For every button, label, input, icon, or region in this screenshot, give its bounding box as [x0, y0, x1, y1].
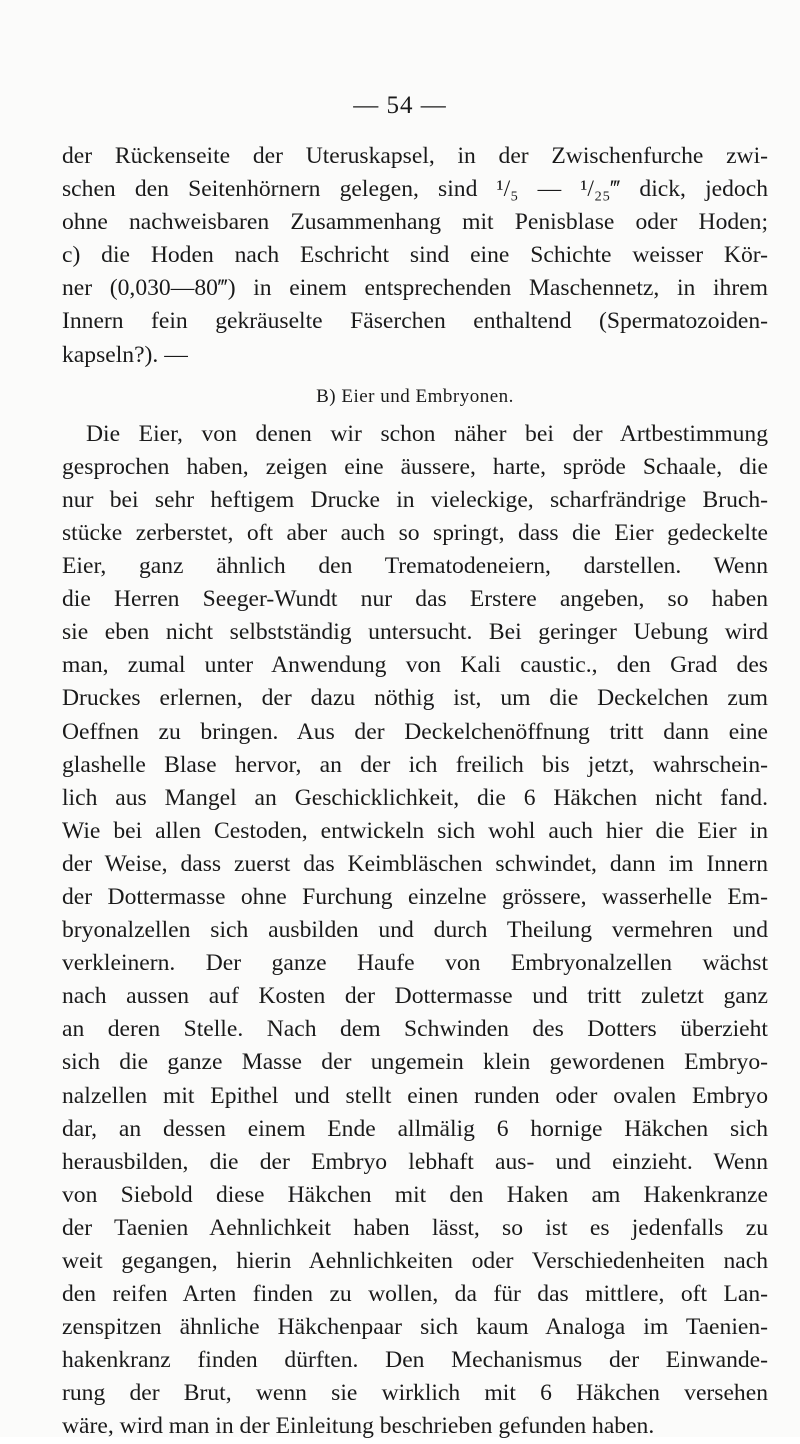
text-line: nalzellen mit Epithel und stellt einen runden oder ovalen Embryo	[62, 1082, 768, 1109]
text-line: der Weise, dass zuerst das Keimbläschen schwindet, dann im Innern	[62, 850, 768, 877]
text-line: wäre, wird man in der Einleitung beschrieben gefunden haben.	[62, 1413, 655, 1440]
section-heading: B) Eier und Embryonen.	[316, 385, 514, 407]
text-line: Oeffnen zu bringen. Aus der Deckelchenöffnung tritt dann eine	[62, 718, 768, 745]
text-line: rung der Brut, wenn sie wirklich mit 6 Häkchen versehen	[62, 1380, 768, 1407]
text-line: lich aus Mangel an Geschicklichkeit, die 6 Häkchen nicht fand.	[62, 784, 768, 811]
text-line: schen den Seitenhörnern gelegen, sind ¹/₅ — ¹/₂₅‴ dick, jedoch	[62, 176, 768, 203]
text-line: dar, an dessen einem Ende allmälig 6 hornige Häkchen sich	[62, 1115, 768, 1142]
text-line: man, zumal unter Anwendung von Kali caustic., den Grad des	[62, 652, 768, 679]
text-line: Eier, ganz ähnlich den Trematodeneiern, darstellen. Wenn	[62, 553, 768, 580]
text-line: Die Eier, von denen wir schon näher bei der Artbestimmung	[86, 420, 768, 447]
text-line: stücke zerberstet, oft aber auch so springt, dass die Eier gedeckelte	[62, 519, 768, 546]
text-line: glashelle Blase hervor, an der ich freilich bis jetzt, wahrschein-	[62, 751, 768, 778]
text-line: sich die ganze Masse der ungemein klein gewordenen Embryo-	[62, 1049, 768, 1076]
text-line: der Rückenseite der Uteruskapsel, in der Zwischenfurche zwi-	[62, 143, 768, 169]
text-line: nach aussen auf Kosten der Dottermasse und tritt zuletzt ganz	[62, 983, 768, 1010]
text-line: an deren Stelle. Nach dem Schwinden des Dotters überzieht	[62, 1016, 768, 1043]
page-number: — 54 —	[353, 92, 447, 119]
text-line: nur bei sehr heftigem Drucke in vieleckige, scharfrändrige Bruch-	[62, 486, 768, 513]
text-line: der Dottermasse ohne Furchung einzelne grössere, wasserhelle Em-	[62, 883, 768, 910]
text-line: weit gegangen, hierin Aehnlichkeiten oder Verschiedenheiten nach	[62, 1248, 768, 1274]
text-line: Wie bei allen Cestoden, entwickeln sich wohl auch hier die Eier in	[62, 817, 768, 844]
text-block	[62, 140, 768, 1444]
text-line: zenspitzen ähnliche Häkchenpaar sich kaum Analoga im Taenien-	[62, 1314, 768, 1341]
text-line: sie eben nicht selbstständig untersucht. Bei geringer Uebung wird	[62, 619, 768, 646]
paragraph-1	[62, 140, 768, 372]
text-line: ohne nachweisbaren Zusammenhang mit Penisblase oder Hoden;	[62, 209, 768, 236]
text-line: c) die Hoden nach Eschricht sind eine Schichte weisser Kör-	[62, 242, 768, 269]
text-line: der Taenien Aehnlichkeit haben lässt, so ist es jedenfalls zu	[62, 1214, 768, 1241]
text-line: Druckes erlernen, der dazu nöthig ist, um die Deckelchen zum	[62, 685, 768, 712]
text-line: Innern fein gekräuselte Fäserchen enthaltend (Spermatozoiden-	[62, 308, 768, 335]
text-line: den reifen Arten finden zu wollen, da für das mittlere, oft Lan-	[62, 1281, 768, 1308]
text-line: die Herren Seeger-Wundt nur das Erstere angeben, so haben	[62, 586, 768, 613]
text-line: hakenkranz finden dürften. Den Mechanismus der Einwande-	[62, 1347, 768, 1374]
text-line: bryonalzellen sich ausbilden und durch Theilung vermehren und	[62, 917, 768, 944]
text-line: ner (0,030—80‴) in einem entsprechenden Maschennetz, in ihrem	[62, 275, 768, 302]
paragraph-2	[62, 418, 768, 1444]
text-line: von Siebold diese Häkchen mit den Haken am Hakenkranze	[62, 1181, 768, 1208]
text-line: kapseln?). —	[62, 341, 188, 368]
text-line: herausbilden, die der Embryo lebhaft aus- und einzieht. Wenn	[62, 1148, 768, 1175]
text-line: verkleinern. Der ganze Haufe von Embryonalzellen wächst	[62, 950, 768, 977]
text-line: gesprochen haben, zeigen eine äussere, harte, spröde Schaale, die	[62, 453, 768, 480]
